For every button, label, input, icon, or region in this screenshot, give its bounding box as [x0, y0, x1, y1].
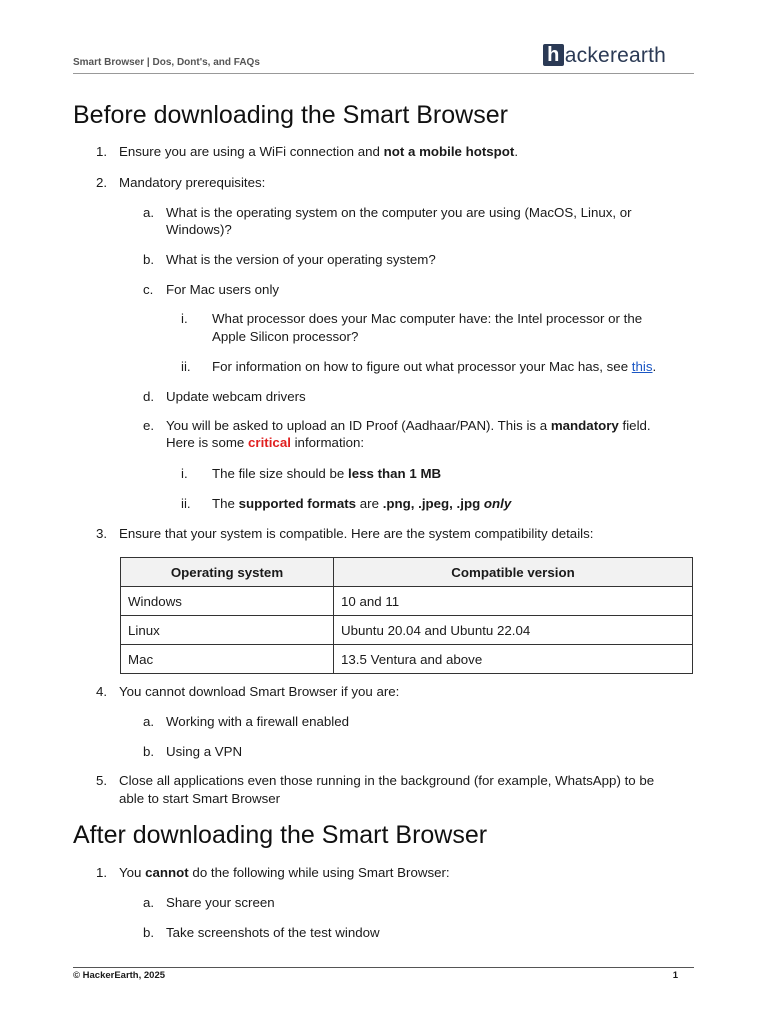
list-item-close-apps-cont: able to start Smart Browser — [119, 791, 281, 806]
table-cell: 10 and 11 — [334, 587, 693, 616]
list-item-close-apps: Close all applications even those running in the background (for example, WhatsApp) to be — [119, 773, 655, 788]
table-cell: Mac — [121, 645, 334, 674]
list-item-processor: What processor does your Mac computer have: the Intel processor or the — [212, 311, 643, 326]
list-number: 1. — [96, 865, 108, 880]
list-item-compatibility: Ensure that your system is compatible. Here are the system compatibility details: — [119, 526, 594, 541]
list-roman: i. — [181, 311, 188, 326]
page-header — [73, 40, 694, 74]
list-number: 1. — [96, 144, 108, 159]
list-letter: a. — [143, 895, 155, 910]
footer-copyright: © HackerEarth, 2025 — [73, 970, 166, 981]
list-item-os-question-cont: Windows)? — [166, 222, 232, 237]
table-row — [121, 616, 693, 645]
list-item-formats: The supported formats are .png, .jpeg, .jpg only — [212, 496, 512, 511]
table-cell: Ubuntu 20.04 and Ubuntu 22.04 — [334, 616, 693, 645]
header-title: Smart Browser | Dos, Dont's, and FAQs — [73, 57, 260, 68]
heading-before-download: Before downloading the Smart Browser — [73, 101, 508, 129]
list-roman: ii. — [181, 359, 191, 374]
compatibility-table — [120, 557, 693, 674]
table-header-row — [121, 558, 693, 587]
list-number: 4. — [96, 684, 108, 699]
table-row — [121, 587, 693, 616]
list-number: 5. — [96, 773, 108, 788]
list-item-mac-users: For Mac users only — [166, 282, 280, 297]
table-row — [121, 645, 693, 674]
page-number: 1 — [672, 970, 678, 981]
list-letter: b. — [143, 252, 155, 267]
table-cell: 13.5 Ventura and above — [334, 645, 693, 674]
logo-icon: h — [543, 44, 564, 66]
list-item-firewall: Working with a firewall enabled — [166, 714, 350, 729]
heading-after-download: After downloading the Smart Browser — [73, 821, 488, 849]
list-item-id-proof-cont: Here is some critical information: — [166, 435, 365, 450]
list-letter: a. — [143, 714, 155, 729]
hackerearth-logo — [543, 43, 666, 67]
logo-text: ackerearth — [564, 43, 666, 67]
list-item-cannot-download: You cannot download Smart Browser if you are: — [119, 684, 400, 699]
list-number: 2. — [96, 175, 108, 190]
list-item-id-proof: You will be asked to upload an ID Proof (Aadhaar/PAN). This is a mandatory field. — [166, 418, 651, 433]
list-item-processor-cont: Apple Silicon processor? — [212, 329, 359, 344]
list-roman: i. — [181, 466, 188, 481]
processor-info-link[interactable]: this — [631, 359, 653, 374]
list-letter: b. — [143, 925, 155, 940]
list-item-share-screen: Share your screen — [166, 895, 275, 910]
list-letter: a. — [143, 205, 155, 220]
page-footer — [73, 967, 694, 981]
list-item-screenshots: Take screenshots of the test window — [166, 925, 380, 940]
table-header: Operating system — [121, 558, 334, 587]
list-item-cannot-do: You cannot do the following while using Smart Browser: — [119, 865, 450, 880]
list-letter: d. — [143, 389, 155, 404]
list-item-file-size: The file size should be less than 1 MB — [212, 466, 442, 481]
list-number: 3. — [96, 526, 108, 541]
table-header: Compatible version — [334, 558, 693, 587]
list-item-wifi: Ensure you are using a WiFi connection and not a mobile hotspot. — [119, 144, 519, 159]
list-item-vpn: Using a VPN — [166, 744, 243, 759]
list-letter: e. — [143, 418, 155, 433]
list-item-os-version: What is the version of your operating system? — [166, 252, 436, 267]
list-letter: c. — [143, 282, 154, 297]
table-cell: Windows — [121, 587, 334, 616]
list-letter: b. — [143, 744, 155, 759]
list-item-processor-info: For information on how to figure out what processor your Mac has, see this. — [212, 359, 657, 374]
list-item-webcam: Update webcam drivers — [166, 389, 306, 404]
list-roman: ii. — [181, 496, 191, 511]
list-item-os-question: What is the operating system on the computer you are using (MacOS, Linux, or — [166, 205, 632, 220]
table-cell: Linux — [121, 616, 334, 645]
list-item-prerequisites: Mandatory prerequisites: — [119, 175, 266, 190]
